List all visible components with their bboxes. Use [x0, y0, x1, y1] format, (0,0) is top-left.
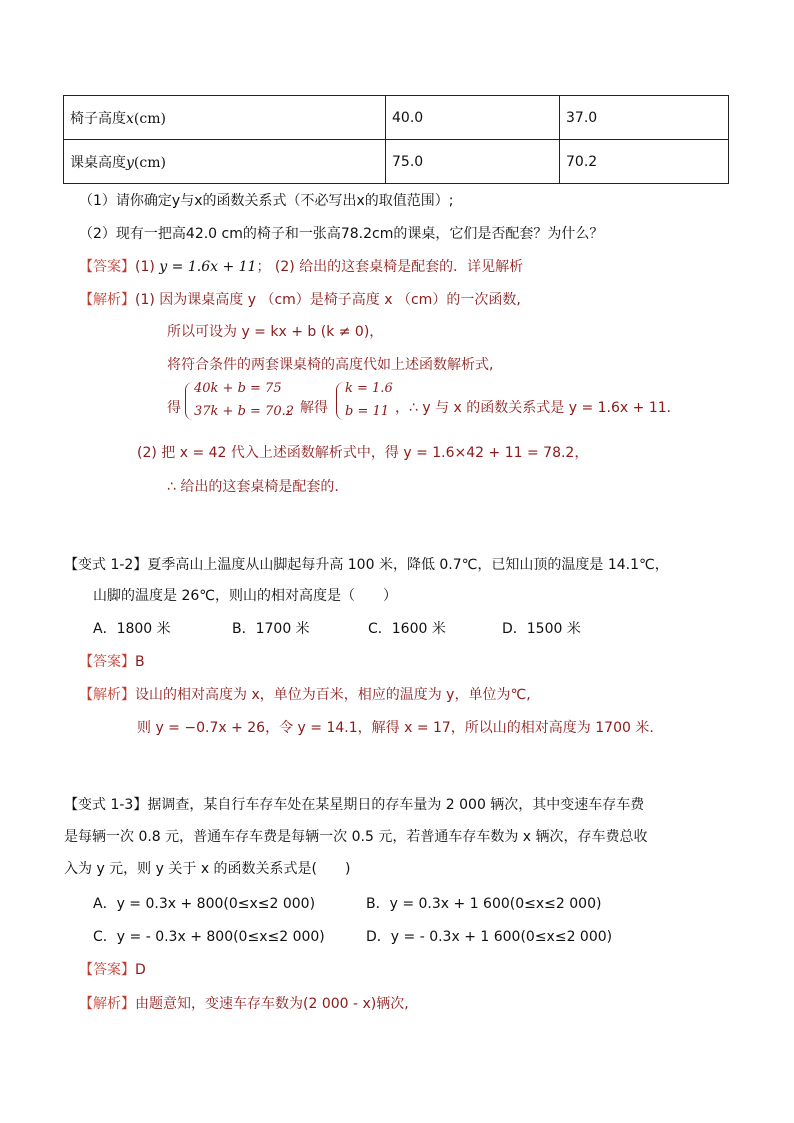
row-unit: (cm) — [133, 110, 166, 127]
option-c: C．1600 米 — [368, 621, 446, 637]
question-1: （1）请你确定y与x的函数关系式（不必写出x的取值范围）; — [79, 193, 454, 209]
option-d: D．1500 米 — [502, 621, 581, 637]
table-cell: 37.0 — [560, 96, 729, 140]
variant-tag: 【变式 1-2】 — [64, 557, 148, 573]
variant-tag: 【变式 1-3】 — [64, 797, 148, 813]
option-a: A．y = 0.3x + 800(0≤x≤2 000) — [93, 896, 316, 912]
variant-1-2-line-2: 山脚的温度是 26℃，则山的相对高度是（ ） — [93, 588, 397, 604]
row-var: x — [126, 110, 134, 127]
system-2-eq-2: b = 11 — [345, 404, 390, 419]
table-cell — [64, 140, 386, 184]
answer-part-1: (1) — [135, 259, 155, 275]
analysis-line-1 — [79, 993, 409, 1013]
option-b: B．1700 米 — [232, 621, 310, 637]
answer-tag: 【答案】 — [79, 259, 135, 275]
system-1-eq-1: 40k + b = 75 — [194, 381, 282, 396]
system-2-eq-1: k = 1.6 — [345, 381, 393, 396]
variant-1-3-line-2: 是每辆一次 0.8 元，普通车存车费是每辆一次 0.5 元，若普通车存车数为 x 辆次，存车费总收 — [64, 829, 648, 845]
analysis-line-3: 将符合条件的两套课桌椅的高度代如上述函数解析式, — [167, 357, 494, 373]
answer-line — [79, 651, 145, 671]
height-table — [63, 95, 729, 184]
table-cell: 75.0 — [386, 140, 560, 184]
variant-1-3-line-3: 入为 y 元，则 y 关于 x 的函数关系式是( ) — [64, 861, 351, 877]
option-b: B．y = 0.3x + 1 600(0≤x≤2 000) — [366, 896, 602, 912]
analysis-line-5: (2) 把 x = 42 代入上述函数解析式中，得 y = 1.6×42 + 11 = 78.2， — [137, 445, 589, 461]
answer-equation: y = 1.6x + 11 — [159, 259, 257, 275]
system-solve-label: ，解得 — [286, 400, 328, 416]
row-label: 课桌高度 — [70, 154, 126, 171]
option-c: C．y = - 0.3x + 800(0≤x≤2 000) — [93, 929, 325, 945]
analysis-tag: 【解析】 — [79, 996, 135, 1012]
analysis-line-2: 则 y = −0.7x + 26，令 y = 14.1，解得 x = 17，所以山的相对高度为 1700 米. — [137, 720, 654, 736]
variant-1-2-line-1 — [64, 554, 669, 574]
system-1-eq-2: 37k + b = 70.2 — [194, 404, 295, 419]
option-d: D．y = - 0.3x + 1 600(0≤x≤2 000) — [366, 929, 613, 945]
variant-text: 夏季高山上温度从山脚起每升高 100 米，降低 0.7℃，已知山顶的温度是 14.1℃， — [147, 557, 669, 573]
answer-line — [79, 256, 523, 276]
table-cell — [64, 96, 386, 140]
left-brace-icon — [336, 382, 344, 420]
analysis-line-2: 所以可设为 y = kx + b (k ≠ 0)， — [167, 324, 384, 340]
analysis-line-1 — [79, 289, 521, 309]
question-2: （2）现有一把高42.0 cm的椅子和一张高78.2cm的课桌，它们是否配套？为什么？ — [79, 226, 604, 242]
option-a: A．1800 米 — [93, 621, 171, 637]
row-label: 椅子高度 — [70, 110, 126, 127]
answer-value: B — [135, 654, 145, 670]
analysis-text: (1) 因为课桌高度 y （cm）是椅子高度 x （cm）的一次函数, — [135, 292, 521, 308]
system-get-label: 得 — [167, 400, 181, 416]
analysis-line-1 — [79, 684, 531, 704]
answer-tag: 【答案】 — [79, 962, 135, 978]
answer-line — [79, 959, 146, 979]
answer-part-2: ； (2) 给出的这套桌椅是配套的．详见解析 — [256, 259, 524, 275]
row-var: y — [126, 154, 134, 171]
variant-1-3-line-1 — [64, 794, 644, 814]
analysis-line-6: ∴ 给出的这套桌椅是配套的. — [167, 479, 339, 495]
variant-text: 据调查，某自行车存车处在某星期日的存车量为 2 000 辆次，其中变速车存车费 — [147, 797, 645, 813]
row-unit: (cm) — [133, 154, 166, 171]
system-result: ，∴ y 与 x 的函数关系式是 y = 1.6x + 11． — [395, 400, 681, 416]
analysis-tag: 【解析】 — [79, 292, 135, 308]
answer-value: D — [135, 962, 146, 978]
analysis-text: 设山的相对高度为 x，单位为百米，相应的温度为 y，单位为℃, — [135, 687, 531, 703]
table-cell: 70.2 — [560, 140, 729, 184]
table-row — [64, 140, 729, 184]
analysis-tag: 【解析】 — [79, 687, 135, 703]
table-row — [64, 96, 729, 140]
table-cell: 40.0 — [386, 96, 560, 140]
left-brace-icon — [185, 382, 193, 420]
answer-tag: 【答案】 — [79, 654, 135, 670]
analysis-text: 由题意知，变速车存车数为(2 000 - x)辆次, — [135, 996, 409, 1012]
